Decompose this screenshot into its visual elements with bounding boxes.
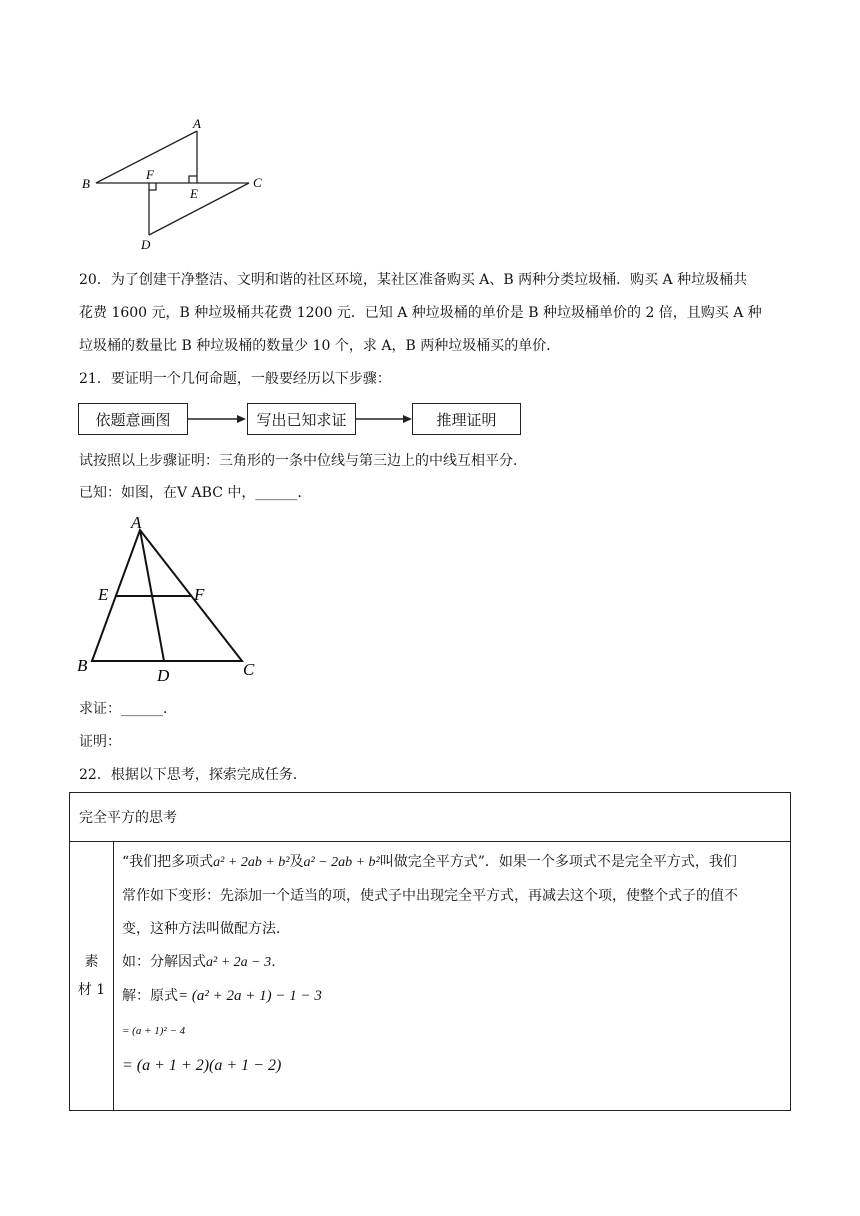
fig1-label-d: D [141,237,151,252]
q21-instruction: 试按照以上步骤证明：三角形的一条中位线与第三边上的中线互相平分． [79,453,527,469]
q21-prove: 求证：______． [79,701,177,717]
solution-label: 解：原式 [122,988,178,1004]
fig2-label-a: A [131,513,142,532]
para-line-2: 常作如下变形：先添加一个适当的项，使式子中出现完全平方式，再减去这个项，使整个式子的值不 [122,888,738,904]
flow-arrows [186,410,416,428]
solution-step-2: = (a + 1)² − 4 [122,1025,186,1037]
material-table [69,792,791,1111]
fig2-label-b: B [77,656,88,675]
material-label-cell [70,842,114,1111]
fig2-label-e: E [98,585,109,604]
fig1-label-f: F [146,167,154,182]
solution-step-1: = (a² + 2a + 1) − 1 − 3 [178,988,322,1004]
fig1-label-a: A [193,116,201,131]
triangle-figure [74,508,274,688]
expr-square-plus: a² + 2ab + b² [213,855,290,870]
q21-proof: 证明： [79,734,121,750]
example-expr: a² + 2a − 3． [206,955,286,970]
flow-step-draw: 依题意画图 [78,403,188,435]
table-title: 完全平方的思考 [70,793,791,842]
q20-line-2: 花费 1600 元，B 种垃圾桶共花费 1200 元．已知 A 种垃圾桶的单价是 B 种垃圾桶单价的 2 倍，且购买 A 种 [79,305,762,321]
para-line-3: 变，这种方法叫做配方法． [122,921,290,937]
fig1-label-e: E [190,186,198,201]
q20-line-3: 垃圾桶的数量比 B 种垃圾桶的数量少 10 个，求 A，B 两种垃圾桶买的单价． [79,338,561,354]
fig1-label-c: C [253,175,262,190]
flow-step-write-known: 写出已知求证 [247,403,356,435]
q20-line-1: 20．为了创建干净整洁、文明和谐的社区环境，某社区准备购买 A、B 两种分类垃圾桶．购买 A 种垃圾桶共 [79,272,748,288]
fig1-label-b: B [82,176,90,191]
solution-step-3: = (a + 1 + 2)(a + 1 − 2) [122,1057,282,1074]
expr-square-minus: a² − 2ab + b² [303,855,380,870]
q21-known: 已知：如图，在V ABC 中，______． [79,485,312,501]
para-line1-c: 叫做完全平方式”．如果一个多项式不是完全平方式，我们 [379,854,737,870]
fig2-label-f: F [194,585,205,604]
geometry-figure-1 [78,112,278,257]
material-label-2: 材 1 [77,982,106,998]
material-content [114,842,791,1111]
para-line1-b: 及 [289,854,304,870]
material-label-1: 素 [84,954,99,970]
q22-intro: 22．根据以下思考，探索完成任务． [79,767,307,783]
flow-step-proof: 推理证明 [412,403,521,435]
fig2-label-c: C [243,660,255,679]
example-label: 如：分解因式 [122,954,206,970]
fig2-label-d: D [157,666,170,685]
q21-intro: 21．要证明一个几何命题，一般要经历以下步骤： [79,371,391,387]
para-line1-a: “我们把多项式 [122,854,214,870]
